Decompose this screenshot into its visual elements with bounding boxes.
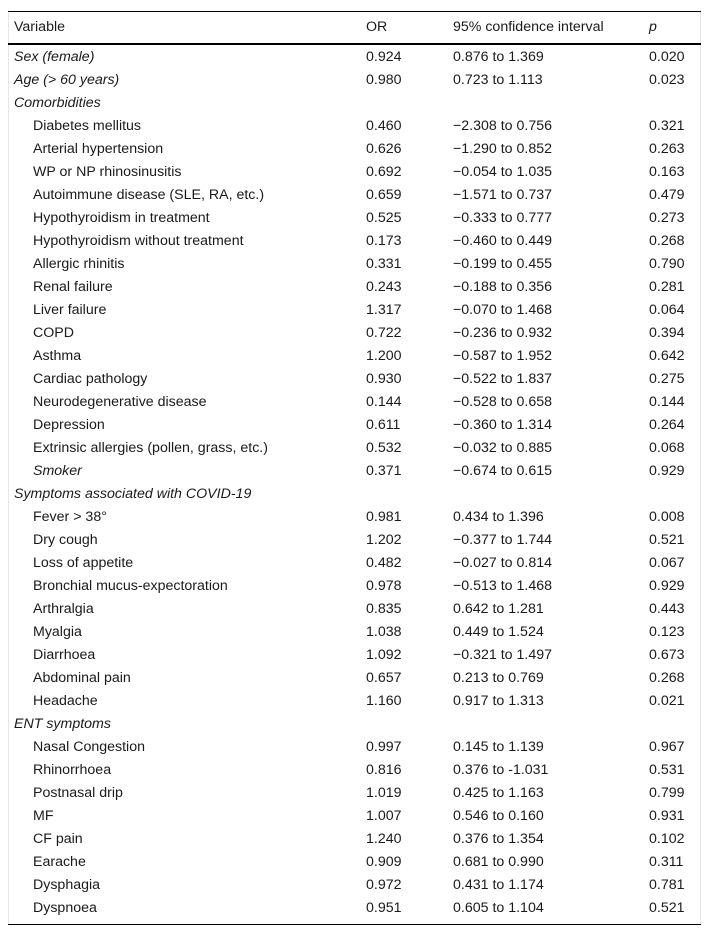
cell-ci: 0.449 to 1.524 bbox=[453, 624, 544, 640]
table-body bbox=[8, 44, 701, 925]
table-row bbox=[8, 874, 701, 897]
table-row bbox=[8, 207, 701, 230]
cell-ci: −0.587 to 1.952 bbox=[453, 348, 553, 364]
cell-variable: Cardiac pathology bbox=[33, 371, 148, 387]
cell-variable: Loss of appetite bbox=[33, 555, 134, 571]
cell-or: 0.331 bbox=[366, 256, 402, 272]
cell-ci: −0.674 to 0.615 bbox=[453, 463, 553, 479]
cell-p: 0.064 bbox=[649, 302, 685, 318]
header-ci: 95% confidence interval bbox=[453, 19, 604, 35]
cell-variable: Postnasal drip bbox=[33, 785, 123, 801]
table-row bbox=[8, 115, 701, 138]
cell-ci: 0.376 to -1.031 bbox=[453, 762, 549, 778]
header-row bbox=[8, 12, 701, 45]
table-row bbox=[8, 322, 701, 345]
cell-p: 0.479 bbox=[649, 187, 685, 203]
cell-variable: Sex (female) bbox=[14, 49, 95, 65]
cell-or: 0.924 bbox=[366, 49, 402, 65]
cell-variable: Extrinsic allergies (pollen, grass, etc.) bbox=[33, 440, 268, 456]
cell-p: 0.275 bbox=[649, 371, 685, 387]
cell-or: 0.243 bbox=[366, 279, 402, 295]
cell-ci: −0.333 to 0.777 bbox=[453, 210, 553, 226]
cell-p: 0.531 bbox=[649, 762, 685, 778]
cell-p: 0.020 bbox=[649, 49, 685, 65]
cell-ci: −0.360 to 1.314 bbox=[453, 417, 553, 433]
cell-ci: −0.199 to 0.455 bbox=[453, 256, 553, 272]
header-p: p bbox=[649, 19, 657, 35]
cell-p: 0.521 bbox=[649, 900, 685, 916]
cell-p: 0.163 bbox=[649, 164, 685, 180]
cell-variable: Asthma bbox=[33, 348, 82, 364]
table-row bbox=[8, 782, 701, 805]
cell-p: 0.281 bbox=[649, 279, 685, 295]
cell-or: 1.038 bbox=[366, 624, 402, 640]
cell-p: 0.929 bbox=[649, 463, 685, 479]
cell-p: 0.673 bbox=[649, 647, 685, 663]
cell-or: 0.930 bbox=[366, 371, 402, 387]
cell-variable: Rhinorrhoea bbox=[33, 762, 112, 778]
cell-p: 0.931 bbox=[649, 808, 685, 824]
cell-p: 0.068 bbox=[649, 440, 685, 456]
table-row bbox=[8, 736, 701, 759]
table-row bbox=[8, 529, 701, 552]
table-row bbox=[8, 299, 701, 322]
cell-variable: Smoker bbox=[33, 463, 82, 479]
cell-or: 0.951 bbox=[366, 900, 402, 916]
cell-p: 0.642 bbox=[649, 348, 685, 364]
header-variable: Variable bbox=[14, 19, 65, 35]
cell-p: 0.929 bbox=[649, 578, 685, 594]
cell-or: 1.317 bbox=[366, 302, 402, 318]
cell-or: 0.981 bbox=[366, 509, 402, 525]
table-row bbox=[8, 391, 701, 414]
table-row bbox=[8, 368, 701, 391]
table-row bbox=[8, 437, 701, 460]
cell-p: 0.273 bbox=[649, 210, 685, 226]
cell-variable: Renal failure bbox=[33, 279, 113, 295]
cell-variable: Age (> 60 years) bbox=[14, 72, 120, 88]
cell-ci: −0.460 to 0.449 bbox=[453, 233, 553, 249]
cell-variable: Liver failure bbox=[33, 302, 107, 318]
cell-p: 0.123 bbox=[649, 624, 685, 640]
cell-or: 0.997 bbox=[366, 739, 402, 755]
cell-variable: Hypothyroidism in treatment bbox=[33, 210, 210, 226]
cell-or: 1.202 bbox=[366, 532, 402, 548]
table-row bbox=[8, 414, 701, 437]
cell-p: 0.023 bbox=[649, 72, 685, 88]
cell-variable: Dyspnoea bbox=[33, 900, 97, 916]
cell-or: 0.909 bbox=[366, 854, 402, 870]
cell-ci: 0.642 to 1.281 bbox=[453, 601, 544, 617]
cell-or: 1.019 bbox=[366, 785, 402, 801]
cell-variable: Diarrhoea bbox=[33, 647, 96, 663]
results-table bbox=[8, 11, 701, 925]
table-row bbox=[8, 897, 701, 925]
header-or: OR bbox=[366, 19, 388, 35]
cell-ci: −0.528 to 0.658 bbox=[453, 394, 553, 410]
cell-ci: 0.546 to 0.160 bbox=[453, 808, 544, 824]
cell-p: 0.521 bbox=[649, 532, 685, 548]
table-row bbox=[8, 69, 701, 92]
table-row bbox=[8, 667, 701, 690]
cell-ci: −0.188 to 0.356 bbox=[453, 279, 553, 295]
cell-or: 0.460 bbox=[366, 118, 402, 134]
cell-p: 0.321 bbox=[649, 118, 685, 134]
cell-variable: Neurodegenerative disease bbox=[33, 394, 207, 410]
cell-ci: −0.054 to 1.035 bbox=[453, 164, 553, 180]
cell-variable: Myalgia bbox=[33, 624, 82, 640]
table-row bbox=[8, 851, 701, 874]
cell-or: 0.611 bbox=[366, 417, 401, 433]
cell-or: 0.525 bbox=[366, 210, 402, 226]
table-row bbox=[8, 690, 701, 713]
cell-variable: Hypothyroidism without treatment bbox=[33, 233, 244, 249]
cell-or: 0.532 bbox=[366, 440, 402, 456]
cell-ci: 0.917 to 1.313 bbox=[453, 693, 544, 709]
table-row bbox=[8, 184, 701, 207]
cell-variable: Bronchial mucus-expectoration bbox=[33, 578, 228, 594]
cell-ci: 0.376 to 1.354 bbox=[453, 831, 544, 847]
cell-ci: 0.434 to 1.396 bbox=[453, 509, 544, 525]
cell-ci: 0.431 to 1.174 bbox=[453, 877, 544, 893]
table-row bbox=[8, 460, 701, 483]
cell-or: 0.657 bbox=[366, 670, 402, 686]
cell-or: 1.160 bbox=[366, 693, 402, 709]
cell-p: 0.067 bbox=[649, 555, 685, 571]
cell-ci: −0.377 to 1.744 bbox=[453, 532, 553, 548]
cell-p: 0.102 bbox=[649, 831, 685, 847]
cell-p: 0.144 bbox=[649, 394, 685, 410]
cell-ci: −0.321 to 1.497 bbox=[453, 647, 553, 663]
table-row bbox=[8, 575, 701, 598]
table-header bbox=[8, 12, 701, 45]
section-row bbox=[8, 713, 701, 736]
cell-or: 1.200 bbox=[366, 348, 402, 364]
table-row bbox=[8, 598, 701, 621]
cell-ci: −1.290 to 0.852 bbox=[453, 141, 553, 157]
cell-or: 1.240 bbox=[366, 831, 402, 847]
cell-p: 0.790 bbox=[649, 256, 685, 272]
cell-variable: MF bbox=[33, 808, 54, 824]
cell-ci: −0.032 to 0.885 bbox=[453, 440, 553, 456]
table-row bbox=[8, 506, 701, 529]
cell-ci: 0.723 to 1.113 bbox=[453, 72, 543, 88]
cell-p: 0.268 bbox=[649, 670, 685, 686]
table-row bbox=[8, 621, 701, 644]
cell-variable: Diabetes mellitus bbox=[33, 118, 142, 134]
cell-or: 0.722 bbox=[366, 325, 402, 341]
cell-p: 0.799 bbox=[649, 785, 685, 801]
cell-p: 0.311 bbox=[649, 854, 684, 870]
cell-ci: −0.236 to 0.932 bbox=[453, 325, 553, 341]
cell-ci: −1.571 to 0.737 bbox=[453, 187, 553, 203]
cell-ci: −0.513 to 1.468 bbox=[453, 578, 553, 594]
cell-ci: 0.425 to 1.163 bbox=[453, 785, 544, 801]
cell-p: 0.263 bbox=[649, 141, 685, 157]
table-row bbox=[8, 44, 701, 69]
cell-or: 0.371 bbox=[366, 463, 402, 479]
cell-ci: −0.522 to 1.837 bbox=[453, 371, 553, 387]
cell-p: 0.008 bbox=[649, 509, 685, 525]
cell-variable: Dry cough bbox=[33, 532, 98, 548]
cell-variable: Fever > 38° bbox=[33, 509, 107, 525]
cell-ci: −0.070 to 1.468 bbox=[453, 302, 553, 318]
table-row bbox=[8, 253, 701, 276]
cell-ci: 0.681 to 0.990 bbox=[453, 854, 544, 870]
cell-variable: Arterial hypertension bbox=[33, 141, 164, 157]
cell-p: 0.264 bbox=[649, 417, 685, 433]
cell-ci: 0.213 to 0.769 bbox=[453, 670, 544, 686]
cell-or: 0.482 bbox=[366, 555, 402, 571]
cell-p: 0.268 bbox=[649, 233, 685, 249]
table-row bbox=[8, 276, 701, 299]
cell-variable: Headache bbox=[33, 693, 98, 709]
table-row bbox=[8, 552, 701, 575]
cell-or: 0.980 bbox=[366, 72, 402, 88]
cell-p: 0.021 bbox=[649, 693, 685, 709]
cell-variable: WP or NP rhinosinusitis bbox=[33, 164, 182, 180]
cell-variable: Allergic rhinitis bbox=[33, 256, 125, 272]
table-row bbox=[8, 138, 701, 161]
cell-or: 0.835 bbox=[366, 601, 402, 617]
table-row bbox=[8, 644, 701, 667]
cell-or: 0.173 bbox=[366, 233, 402, 249]
cell-or: 0.659 bbox=[366, 187, 402, 203]
cell-p: 0.781 bbox=[649, 877, 685, 893]
section-row bbox=[8, 92, 701, 115]
cell-ci: 0.605 to 1.104 bbox=[453, 900, 544, 916]
cell-p: 0.443 bbox=[649, 601, 685, 617]
section-label: Comorbidities bbox=[14, 95, 101, 111]
cell-or: 0.972 bbox=[366, 877, 402, 893]
cell-variable: CF pain bbox=[33, 831, 83, 847]
cell-p: 0.394 bbox=[649, 325, 685, 341]
cell-ci: 0.145 to 1.139 bbox=[453, 739, 544, 755]
cell-variable: Autoimmune disease (SLE, RA, etc.) bbox=[33, 187, 265, 203]
cell-variable: Arthralgia bbox=[33, 601, 94, 617]
table-row bbox=[8, 805, 701, 828]
cell-ci: 0.876 to 1.369 bbox=[453, 49, 544, 65]
cell-ci: −2.308 to 0.756 bbox=[453, 118, 553, 134]
section-row bbox=[8, 483, 701, 506]
cell-p: 0.967 bbox=[649, 739, 685, 755]
cell-or: 0.692 bbox=[366, 164, 402, 180]
cell-variable: Earache bbox=[33, 854, 86, 870]
cell-or: 0.144 bbox=[366, 394, 402, 410]
table-row bbox=[8, 230, 701, 253]
table-row bbox=[8, 828, 701, 851]
cell-or: 1.007 bbox=[366, 808, 402, 824]
cell-variable: Abdominal pain bbox=[33, 670, 131, 686]
table-row bbox=[8, 345, 701, 368]
cell-or: 0.626 bbox=[366, 141, 402, 157]
cell-variable: Depression bbox=[33, 417, 105, 433]
cell-or: 0.978 bbox=[366, 578, 402, 594]
section-label: Symptoms associated with COVID-19 bbox=[14, 486, 252, 502]
table-row bbox=[8, 161, 701, 184]
cell-variable: Dysphagia bbox=[33, 877, 101, 893]
cell-or: 0.816 bbox=[366, 762, 402, 778]
cell-variable: COPD bbox=[33, 325, 74, 341]
table-row bbox=[8, 759, 701, 782]
cell-or: 1.092 bbox=[366, 647, 402, 663]
section-label: ENT symptoms bbox=[14, 716, 111, 732]
cell-variable: Nasal Congestion bbox=[33, 739, 145, 755]
cell-ci: −0.027 to 0.814 bbox=[453, 555, 553, 571]
